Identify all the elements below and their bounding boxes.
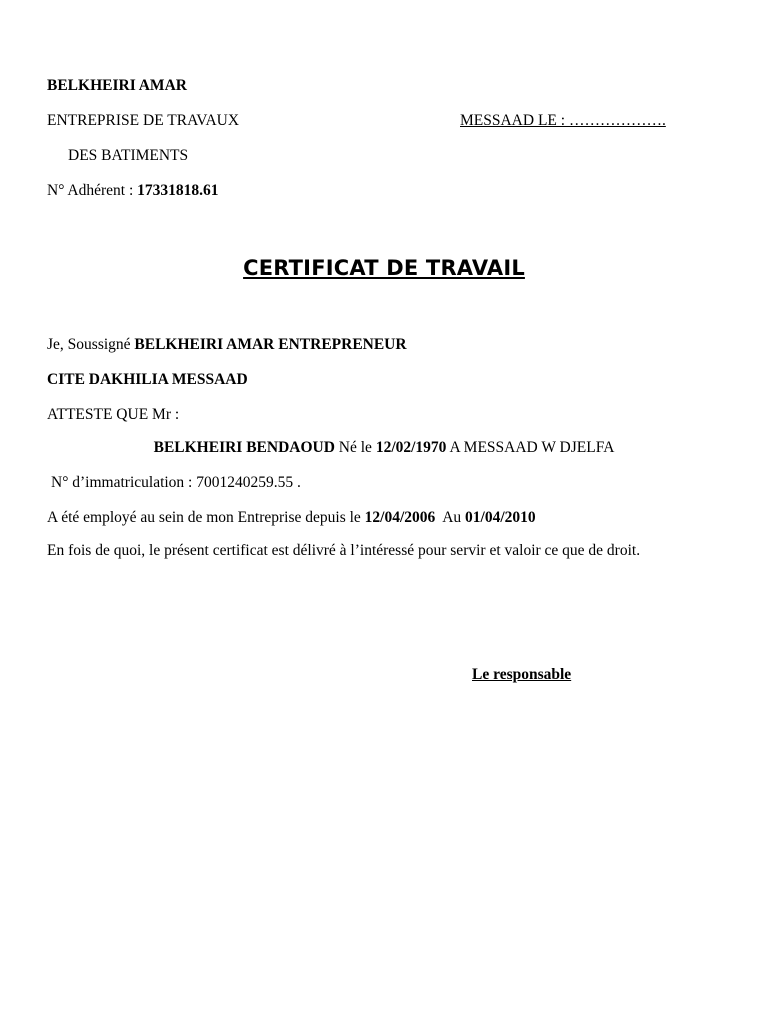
adherent-number: 17331818.61 — [137, 182, 219, 199]
employment-period-line — [47, 508, 536, 528]
address-line — [47, 370, 248, 390]
employer-name-text: BELKHEIRI AMAR — [47, 77, 187, 94]
intro-line — [47, 335, 407, 355]
to-text: Au — [435, 509, 466, 526]
company-line-2: DES BATIMENTS — [68, 147, 189, 164]
employee-name: BELKHEIRI BENDAOUD — [153, 439, 335, 456]
document-title: CERTIFICAT DE TRAVAIL — [243, 256, 525, 280]
birth-date: 12/02/1970 — [375, 439, 447, 456]
intro-name: BELKHEIRI AMAR ENTREPRENEUR — [134, 336, 407, 353]
adherent-label: N° Adhérent : — [47, 182, 138, 199]
company-line-1: ENTREPRISE DE TRAVAUX — [47, 112, 240, 129]
atteste-line: ATTESTE QUE Mr : — [47, 406, 180, 423]
signature-label-text: Le responsable — [472, 666, 572, 683]
signature-label — [472, 665, 571, 685]
place-date: MESSAAD LE : ………………. — [460, 112, 666, 129]
adherent-line — [47, 181, 219, 201]
immatriculation-line: N° d’immatriculation : 7001240259.55 . — [51, 474, 301, 491]
employee-line — [0, 438, 768, 458]
intro-prefix: Je, Soussigné — [47, 336, 135, 353]
employed-prefix: A été employé au sein de mon Entreprise depuis le — [47, 509, 365, 526]
address-text: CITE DAKHILIA MESSAAD — [47, 371, 248, 388]
employer-name — [47, 76, 187, 96]
end-date: 01/04/2010 — [465, 509, 536, 526]
birth-place: A MESSAAD W DJELFA — [446, 439, 615, 456]
born-text: Né le — [334, 439, 376, 456]
start-date: 12/04/2006 — [364, 509, 436, 526]
closing-paragraph: En fois de quoi, le présent certificat est délivré à l’intéressé pour servir et valoir ce que de droit. — [47, 542, 641, 559]
